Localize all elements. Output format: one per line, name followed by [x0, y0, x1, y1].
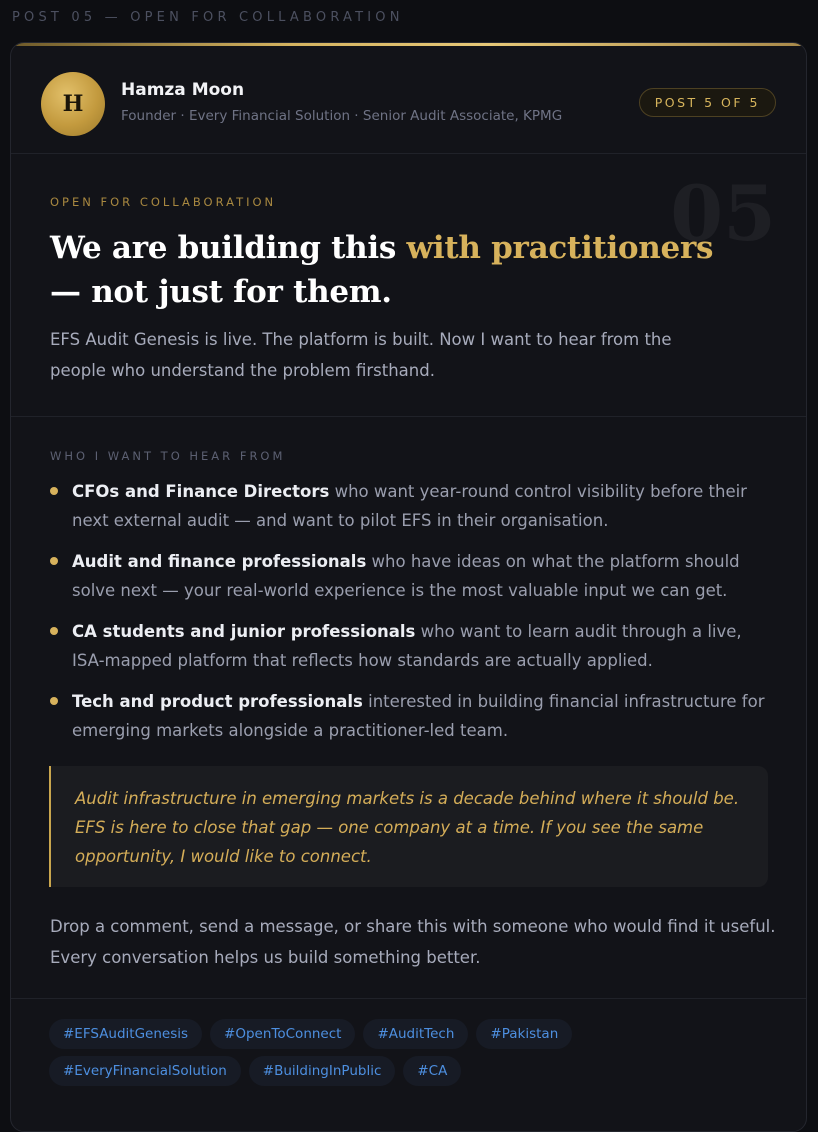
avatar-initial: H — [62, 91, 84, 117]
list-item — [50, 617, 775, 675]
bullet-dot-icon — [50, 627, 58, 635]
intro-paragraph: EFS Audit Genesis is live. The platform is built. Now I want to hear from the people who understand the problem firsthand. — [50, 330, 672, 380]
list-item-text: who want to learn audit through a live, ISA-mapped platform that reflects how standards are actually applied. — [72, 622, 742, 670]
post-series-label: POST 05 — OPEN FOR COLLABORATION — [12, 10, 404, 25]
headline-accent: with practitioners — [406, 230, 714, 266]
hero-eyebrow: OPEN FOR COLLABORATION — [50, 195, 277, 209]
list-item-title: Audit and finance professionals — [72, 552, 367, 571]
list-item — [50, 547, 775, 605]
hashtag-list — [49, 1019, 769, 1086]
post-card — [10, 42, 807, 1132]
author-name[interactable]: Hamza Moon — [121, 80, 245, 100]
decorative-post-number: 05 — [670, 169, 776, 258]
headline-part-2: — not just for them. — [50, 274, 392, 310]
hashtag-efsauditgenesis[interactable]: #EFSAuditGenesis — [49, 1019, 202, 1049]
list-item-title: Tech and product professionals — [72, 692, 363, 711]
list-item-text: who have ideas on what the platform should solve next — your real-world experience is the most valuable input we can get. — [72, 552, 740, 600]
list-item-title: CFOs and Finance Directors — [72, 482, 330, 501]
closing-paragraph: Drop a comment, send a message, or share this with someone who would find it useful. Every conversation helps us build something better. — [50, 917, 776, 967]
post-header — [11, 46, 806, 154]
pull-quote — [49, 766, 768, 887]
bullet-dot-icon — [50, 697, 58, 705]
bullet-dot-icon — [50, 557, 58, 565]
pull-quote-text: Audit infrastructure in emerging markets is a decade behind where it should be. EFS is here to close that gap — one company at a time. If you see the same opportunity, I would like to connect. — [75, 789, 740, 866]
hashtag-opentoconnect[interactable]: #OpenToConnect — [210, 1019, 355, 1049]
audience-section — [11, 417, 806, 999]
hashtag-buildinginpublic[interactable]: #BuildingInPublic — [249, 1056, 396, 1086]
audience-eyebrow: WHO I WANT TO HEAR FROM — [50, 449, 286, 463]
hero-section — [11, 154, 806, 417]
headline — [50, 226, 730, 314]
hashtag-ca[interactable]: #CA — [403, 1056, 461, 1086]
list-item — [50, 477, 775, 535]
list-item-text: interested in building financial infrastructure for emerging markets alongside a practitioner-led team. — [72, 692, 765, 740]
hashtag-pakistan[interactable]: #Pakistan — [476, 1019, 572, 1049]
avatar[interactable] — [41, 72, 105, 136]
headline-part-1: We are building this — [50, 230, 407, 266]
list-item-title: CA students and junior professionals — [72, 622, 416, 641]
post-count-badge: POST 5 OF 5 — [639, 88, 776, 117]
author-role: Founder · Every Financial Solution · Senior Audit Associate, KPMG — [121, 108, 563, 124]
hashtag-everyfinancialsolution[interactable]: #EveryFinancialSolution — [49, 1056, 241, 1086]
audience-list — [50, 477, 775, 757]
hashtag-audittech[interactable]: #AuditTech — [363, 1019, 468, 1049]
bullet-dot-icon — [50, 487, 58, 495]
list-item — [50, 687, 775, 745]
list-item-text: who want year-round control visibility before their next external audit — and want to pilot EFS in their organisation. — [72, 482, 747, 530]
